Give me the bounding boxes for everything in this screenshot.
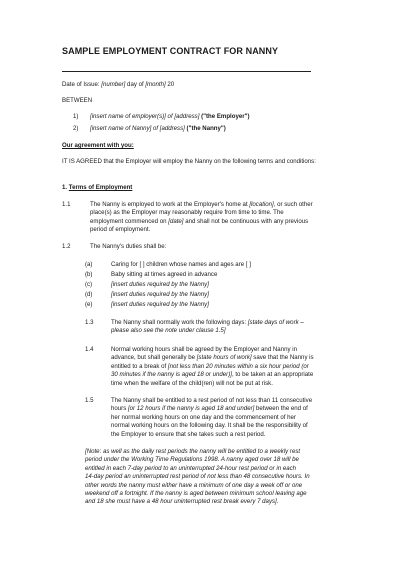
clause-1-5-number: 1.5 — [85, 397, 94, 404]
duty-d-text: [insert duties required by the Nanny] — [111, 291, 209, 298]
note-line-1: [Note: as well as the daily rest periods the nanny will be entitled to a weekly rest — [85, 448, 301, 455]
clause-1-1-text — [90, 201, 342, 235]
party-2-role: ("the Nanny") — [184, 125, 226, 132]
note-line-7: and 18 she must have a 48 hour uninterrupted rest break every 7 days]. — [85, 498, 279, 506]
party-1-text — [90, 113, 250, 121]
clause-1-4-number: 1.4 — [85, 346, 94, 353]
clause-1-5-line-5: the Employer to ensure that she takes such a rest period. — [111, 430, 266, 438]
party-1-name: [insert name of employer(s)] of [address] — [90, 113, 200, 120]
duty-e-text: [insert duties required by the Nanny] — [111, 301, 209, 308]
duty-a-text: Caring for [ ] children whose names and ages are [ ] — [111, 261, 251, 268]
clause-1-5-line-2-end: between the end of — [254, 405, 308, 413]
date-placeholder: [date] — [168, 217, 184, 225]
clause-1-4-line-4-end: , to be taken at an appropriate — [231, 371, 314, 379]
clause-1-5-line-2: hours — [111, 405, 128, 413]
location-placeholder: [location] — [249, 201, 274, 208]
party-2-number: 2) — [73, 125, 79, 132]
note-line-5: other words the nanny must either have a minimum of one day a week off or one — [85, 481, 303, 489]
section-1-heading — [62, 184, 132, 192]
clause-1-4-line-5: time when the welfare of the child(ren) will not be put at risk. — [111, 379, 273, 387]
note-line-6: weekend off a fortnight. If the nanny is aged between minimum school leaving age — [85, 490, 307, 498]
duty-a-label: (a) — [85, 261, 93, 268]
date-year-label: 20 — [165, 81, 175, 88]
clause-1-3-line-1: The Nanny shall normally work the following days: — [111, 319, 248, 326]
date-number-placeholder: [number] — [101, 81, 126, 88]
clause-1-5-line-1: The Nanny shall be entitled to a rest period of not less than 11 consecutive — [111, 397, 313, 404]
clause-1-1-line-1: The Nanny is employed to work at the Employer's home at — [90, 201, 250, 208]
document-title: SAMPLE EMPLOYMENT CONTRACT FOR NANNY — [62, 46, 279, 56]
party-2-name: [insert name of Nanny] of [address] — [90, 125, 185, 132]
clause-1-5-line-4: normal working hours on the following day. It shall be the responsibility of — [111, 422, 308, 430]
agreement-heading: Our agreement with you: — [62, 142, 134, 149]
clause-1-5-line-3: her normal working hours on one day and the commencement of her — [111, 413, 296, 421]
clause-1-2-number: 1.2 — [62, 243, 71, 250]
date-day-of-label: day of — [125, 81, 146, 88]
note-line-3: entitled in each 7-day period to an uninterrupted 24-hour rest period or in each — [85, 464, 297, 472]
days-of-work-placeholder: [state days of work – — [247, 319, 304, 326]
duty-b-text: Baby sitting at times agreed in advance — [111, 271, 218, 278]
party-1-number: 1) — [73, 113, 79, 120]
date-of-issue — [62, 81, 174, 89]
break-placeholder-cont: 30 minutes if the nanny is aged 18 or under)] — [111, 371, 232, 379]
duty-c-label: (c) — [85, 281, 93, 288]
break-placeholder: [not less than 20 minutes within a six hour period (or — [167, 362, 309, 370]
clause-1-1-line-3-end: and shall not be continuous with any previous — [183, 217, 309, 225]
note-line-2: period under the Working Time Regulations 1998. A nanny aged over 18 will be — [85, 456, 299, 464]
clause-1-4-line-3: entitled to a break of — [111, 362, 168, 370]
clause-1-4-line-1: Normal working hours shall be agreed by the Employer and Nanny in — [111, 346, 297, 353]
party-1-role: ("the Employer") — [199, 113, 250, 120]
clause-1-5-text — [111, 397, 344, 439]
clause-1-4-line-2-end: save that the Nanny is — [251, 354, 314, 362]
clause-1-1-line-4: period of employment. — [90, 226, 151, 234]
title-divider — [62, 71, 311, 72]
note-line-4: 14-day period an uninterrupted rest period of not less than 48 consecutive hours. In — [85, 473, 310, 481]
clause-1-3-text — [111, 319, 344, 336]
hours-of-work-placeholder: [state hours of work] — [196, 354, 252, 362]
date-of-issue-label: Date of Issue: — [62, 81, 102, 88]
clause-1-4-line-2: advance, but shall generally be — [111, 354, 197, 362]
clause-1-1-line-1-end: , or such other — [273, 201, 313, 208]
clause-1-2-text: The Nanny's duties shall be: — [90, 243, 167, 250]
duty-c-text: [insert duties required by the Nanny] — [111, 281, 209, 288]
between-label: BETWEEN — [62, 97, 93, 104]
clause-1-1-number: 1.1 — [62, 201, 71, 208]
working-time-note — [85, 448, 345, 507]
party-2-text — [90, 125, 226, 133]
clause-1-4-text — [111, 346, 344, 388]
agreed-statement: IT IS AGREED that the Employer will employ the Nanny on the following terms and conditions: — [62, 158, 316, 165]
clause-1-1-line-3: employment commenced on — [90, 217, 169, 225]
clause-1-3-number: 1.3 — [85, 319, 94, 326]
duty-b-label: (b) — [85, 271, 93, 278]
clause-1-1-line-2: place(s) as the Employer may reasonably require from time to time. The — [90, 209, 284, 217]
rest-hours-placeholder: [or 12 hours if the nanny is aged 18 and under] — [127, 405, 255, 413]
date-month-placeholder: [month] — [145, 81, 166, 88]
duty-e-label: (e) — [85, 301, 93, 308]
section-1-title: Terms of Employment — [68, 184, 133, 191]
section-1-number: 1. — [62, 184, 68, 191]
clause-1-3-line-2: please also see the note under clause 1.5] — [111, 327, 226, 335]
duty-d-label: (d) — [85, 291, 93, 298]
